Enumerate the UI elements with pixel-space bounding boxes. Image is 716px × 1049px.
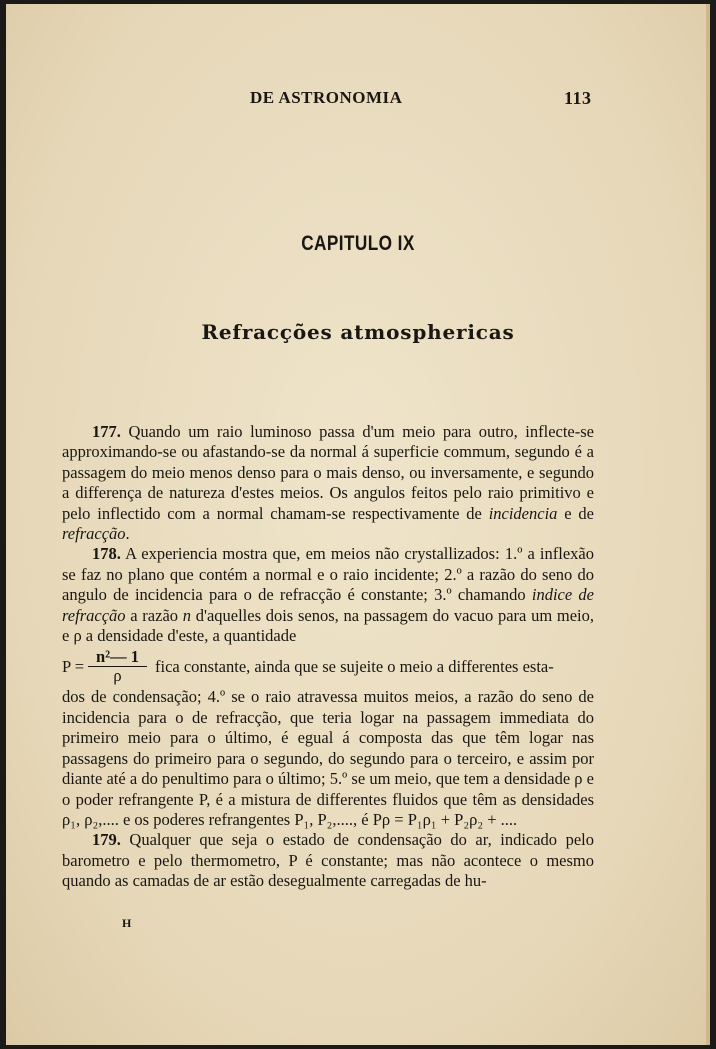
formula-p: P = $\frac{\text{n²— 1}}{\rho}$ fica constante, ainda que se sujeite o meio a differentes esta-	[62, 647, 554, 686]
paragraph-number: 178.	[92, 544, 121, 564]
paragraph-178-continued: dos de condensação; 4.º se o raio atravessa muitos meios, a razão do seno de incidencia para o de refracção, que teria logar na passagem immediata do primeiro meio para o último, é egual á composta das que têm logar nas passagens do primeiro para o segundo, do segundo para o terceiro, e assim por diante até a do penultimo para o último; 5.º se um meio, que tem a densidade ρ e o poder refrangente P, é a mistura de differentes fluidos que têm as densidades ρ₁, ρ₂,.... e os poderes refrangentes P₁, P₂,...., é Pρ = P₁ρ₁ + P₂ρ₂ + ....	[62, 687, 594, 829]
section-title: Refracções atmosphericas	[201, 320, 515, 344]
signature-mark: H	[122, 916, 132, 930]
paragraph-number: 179.	[92, 830, 121, 850]
body-text	[62, 422, 594, 892]
fraction: $\frac{\text{n²— 1}}{\rho}$	[88, 648, 147, 685]
paragraph-177: 177. Quando um raio luminoso passa d'um meio para outro, inflecte-se approximando-se ou afastando-se da normal á superficie commum, segundo é a passagem do meio menos denso para o mais denso, ou inversamente, e segundo a differença de natureza d'estes meios. Os angulos feitos pelo raio primitivo e pelo inflectido com a normal chamam-se respectivamente de incidencia e de refracção.	[62, 422, 594, 544]
paragraph-178: 178. A experiencia mostra que, em meios não crystallizados: 1.º a inflexão se faz no plano que contém a normal e o raio incidente; 2.º a razão do seno do angulo de incidencia para o de refracção é constante; 3.º chamando indice de refracção a razão n d'aquelles dois senos, na passagem do vacuo para um meio, e ρ a densidade d'este, a quantidade	[62, 544, 595, 646]
paragraph-number: 177.	[92, 422, 121, 441]
page-number: 113	[564, 88, 592, 108]
chapter-heading: CAPITULO IX	[301, 232, 415, 255]
paragraph-179: 179. Qualquer que seja o estado de condensação do ar, indicado pelo barometro e pelo thermometro, P é constante; mas não acontece o mesmo quando as camadas de ar estão desegualmente carregadas de hu-	[62, 830, 594, 891]
running-head-title: DE ASTRONOMIA	[250, 88, 403, 107]
book-page	[6, 4, 710, 1045]
page-edge	[706, 4, 710, 1045]
